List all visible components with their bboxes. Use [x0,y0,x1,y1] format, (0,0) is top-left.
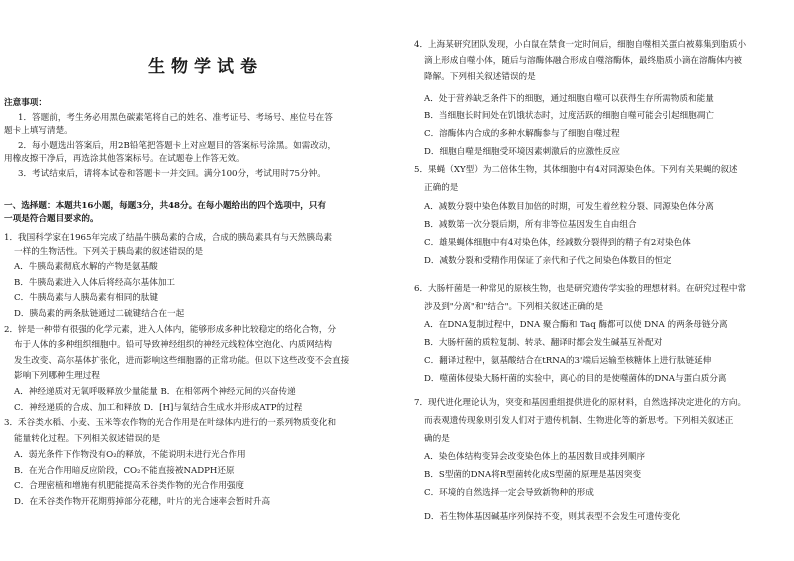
option-line: A．减数分裂中染色体数目加倍的时期，可发生着丝粒分裂、同源染色体分离 [424,202,714,212]
question-line: 影响下列哪种生理过程 [14,371,100,381]
question-line: 布于人体的多种组织细胞中。铅可导致神经组织的神经元线粒体空泡化、内质网结构 [14,340,332,350]
option-line: C．合理密植和增施有机肥能提高禾谷类作物的光合作用强度 [14,481,245,491]
option-line: A．处于营养缺乏条件下的细胞，通过细胞自噬可以获得生存所需物质和能量 [424,94,714,104]
question-line: 4．上海某研究团队发现，小白鼠在禁食一定时间后，细胞自噬相关蛋白被募集到脂质小 [414,40,747,50]
notice-line: 题卡上填写清楚。 [4,126,73,136]
question-line: 涉及到"分离"和"结合"。下列相关叙述正确的是 [424,302,604,312]
option-line: D．细胞自噬是细胞受环境因素刺激后的应激性反应 [424,147,620,157]
question-line: 1．我国科学家在1965年完成了结晶牛胰岛素的合成，合成的胰岛素具有与天然胰岛素 [4,233,333,243]
question-line: 而表观遗传现象则引发人们对于遗传机制、生物进化等的新思考。下列相关叙述正 [424,416,734,426]
option-line: B．牛胰岛素进入人体后将经高尔基体加工 [14,278,176,288]
notice-line: 2．每小题选出答案后，用2B铅笔把答题卡上对应题目的答案标号涂黑。如需改动， [18,141,337,151]
section-heading: 一项是符合题目要求的。 [4,214,99,224]
notice-heading: 注意事项： [4,98,47,108]
section-heading: 一、选择题：本题共16小题，每题3分，共48分。在每小题给出的四个选项中，只有 [4,201,327,211]
question-line: 发生改变、高尔基体扩张化，进而影响这些细胞器的正常功能。但以下这些改变不会直接 [14,356,350,366]
option-line: D．噬菌体侵染大肠杆菌的实验中，离心的目的是使噬菌体的DNA与蛋白质分离 [424,374,727,384]
option-line: B．减数第一次分裂后期，所有非等位基因发生自由组合 [424,220,637,230]
option-line: B．S型菌的DNA将R型菌转化成S型菌的原理是基因突变 [424,470,642,480]
notice-line: 用橡皮擦干净后，再选涂其他答案标号。在试题卷上作答无效。 [4,154,245,164]
option-line: C．溶酶体内合成的多种水解酶参与了细胞自噬过程 [424,129,620,139]
question-line: 降解。下列相关叙述错误的是 [424,72,536,82]
page-title: 生物学试卷 [148,57,263,77]
notice-line: 3．考试结束后，请将本试卷和答题卡一并交回。满分100分，考试用时75分钟。 [18,169,326,179]
option-line: D．减数分裂和受精作用保证了亲代和子代之间染色体数目的恒定 [424,256,672,266]
option-line: A．弱光条件下作物没有O₂的释放，不能说明未进行光合作用 [14,450,246,460]
option-line: B．当细胞长时间处在饥饿状态时，过度活跃的细胞自噬可能会引起细胞凋亡 [424,111,714,121]
option-line: A．牛胰岛素彻底水解的产物是氨基酸 [14,262,158,272]
option-line: C．翻译过程中，氨基酸结合在tRNA的3'端后运输至核糖体上进行肽链延伸 [424,356,712,366]
question-line: 滴上形成自噬小体，随后与溶酶体融合形成自噬溶酶体，最终脂质小滴在溶酶体内被 [424,56,742,66]
option-line: A．染色体结构变异会改变染色体上的基因数目或排列顺序 [424,452,646,462]
option-line: B．在光合作用暗反应阶段，CO₂不能直接被NADPH还原 [14,466,235,476]
question-line: 7．现代进化理论认为，突变和基因重组提供进化的原材料，自然选择决定进化的方向。 [414,398,747,408]
question-line: 一样的生物活性。下列关于胰岛素的叙述错误的是 [14,247,204,257]
option-line: A．在DNA复制过程中，DNA 聚合酶和 Taq 酶都可以使 DNA 的两条母链分离 [424,320,728,330]
question-line: 确的是 [424,434,450,444]
option-line: C．神经递质的合成、加工和释放 D．[H]与氧结合生成水并形成ATP的过程 [14,403,303,413]
question-line: 2．锌是一种带有很强的化学元素，进入人体内，能够形成多种比较稳定的络化合物，分 [4,325,337,335]
option-line: C．环境的自然选择一定会导致新物种的形成 [424,488,594,498]
option-line: D．若生物体基因碱基序列保持不变，则其表型不会发生可遗传变化 [424,512,681,522]
question-line: 正确的是 [424,183,459,193]
question-line: 能量转化过程。下列相关叙述错误的是 [14,434,161,444]
option-line: D．在禾谷类作物开花期剪掉部分花穗，叶片的光合速率会暂时升高 [14,497,271,507]
option-line: C．雄果蝇体细胞中有4对染色体，经减数分裂得到的精子有2对染色体 [424,238,691,248]
question-line: 3．禾谷类水稻、小麦、玉米等农作物的光合作用是在叶绿体内进行的一系列物质变化和 [4,418,337,428]
notice-line: 1．答题前，考生务必用黑色碳素笔将自己的姓名、准考证号、考场号、座位号在答 [18,113,333,123]
option-line: D．胰岛素的两条肽链通过二硫键结合在一起 [14,309,185,319]
option-line: A．神经递质对无氧呼吸释放少量能量 B．在相邻两个神经元间的兴奋传递 [14,387,296,397]
question-line: 6．大肠杆菌是一种常见的原核生物，也是研究遗传学实验的理想材料。在研究过程中常 [414,284,747,294]
question-line: 5．果蝇（XY型）为二倍体生物，其体细胞中有4对同源染色体。下列有关果蝇的叙述 [414,165,738,175]
option-line: B．大肠杆菌的质粒复制、转录、翻译时都会发生碱基互补配对 [424,338,663,348]
option-line: C．牛胰岛素与人胰岛素有相同的肽键 [14,293,159,303]
